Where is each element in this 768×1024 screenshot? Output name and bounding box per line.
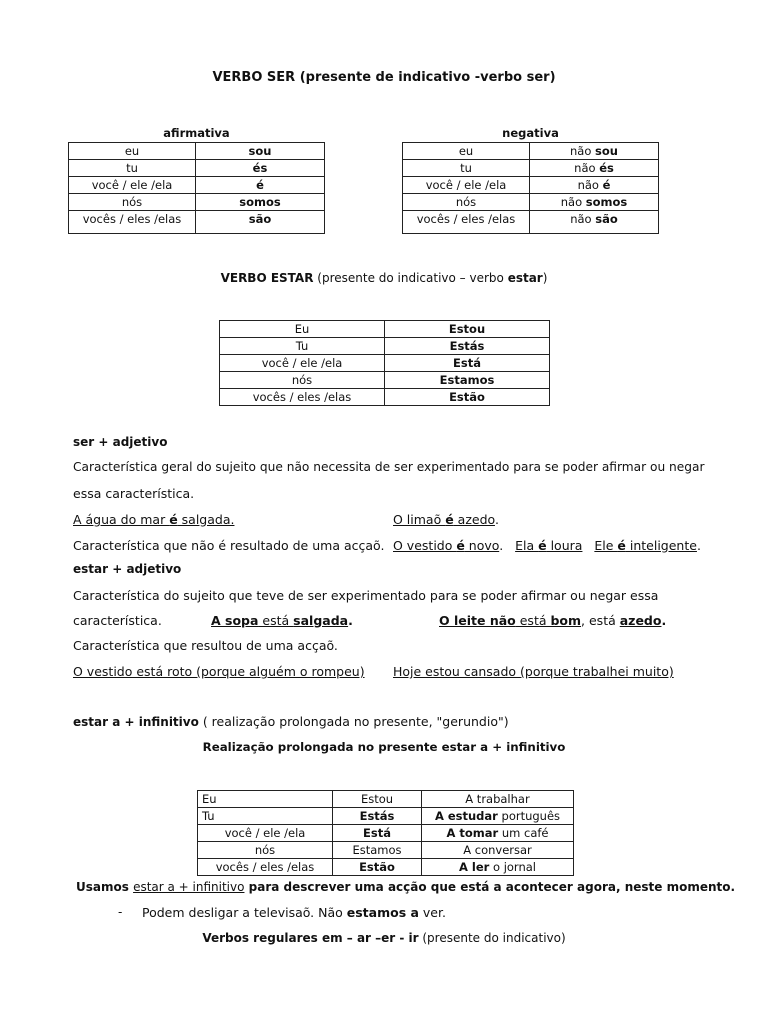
negation-word: não xyxy=(570,144,596,158)
usamos-end: para descrever uma acção que está a acontecer agora, neste momento. xyxy=(244,880,736,894)
table-row xyxy=(198,842,574,859)
table-row xyxy=(69,160,325,177)
bullet-dash: - xyxy=(118,905,123,919)
bullet-item xyxy=(142,905,446,920)
example-verb: é xyxy=(169,512,178,527)
bullet-text: ver. xyxy=(418,905,446,920)
verb-form: és xyxy=(599,161,614,175)
table-cell: Está xyxy=(385,355,550,372)
estar-example-2 xyxy=(439,613,666,628)
table-cell xyxy=(422,859,574,876)
table-cell: eu xyxy=(69,143,196,160)
example-text: Ele xyxy=(594,538,618,553)
estar-title xyxy=(0,271,768,285)
estar-adjetivo-heading: estar + adjetivo xyxy=(73,562,182,576)
table-row xyxy=(69,211,325,234)
table-cell: nós xyxy=(69,194,196,211)
example-adjective: salgada xyxy=(293,613,349,628)
table-row xyxy=(403,211,659,234)
cell-bold: A tomar xyxy=(446,826,499,840)
example-text: A água do mar xyxy=(73,512,170,527)
table-row xyxy=(198,791,574,808)
spacer: . xyxy=(499,538,512,553)
example-verb: está xyxy=(515,613,551,628)
table-cell: sou xyxy=(196,143,325,160)
table-row xyxy=(403,194,659,211)
negation-word: não xyxy=(570,212,596,226)
table-row xyxy=(198,825,574,842)
table-cell: Eu xyxy=(220,321,385,338)
example-text: inteligente xyxy=(625,538,697,553)
ser-example-2 xyxy=(393,512,499,527)
ser-adjetivo-heading: ser + adjetivo xyxy=(73,435,168,449)
negativa-header: negativa xyxy=(502,126,559,140)
table-cell xyxy=(530,143,659,160)
table-cell: Está xyxy=(333,825,422,842)
cell-text: o jornal xyxy=(489,860,536,874)
table-row xyxy=(220,389,550,406)
example-underlined xyxy=(393,538,499,553)
estar-adjetivo-line2: característica. xyxy=(73,613,162,628)
estar-title-close: ) xyxy=(542,271,548,285)
gerundio-subtitle: Realização prolongada no presente estar a + infinitivo xyxy=(202,740,566,754)
estar-title-verb: estar xyxy=(507,271,543,285)
example-adjective: azedo xyxy=(619,613,662,628)
estar-example-1 xyxy=(211,613,353,628)
table-cell: vocês / eles /elas xyxy=(403,211,530,234)
ser-negativa-table xyxy=(402,142,659,234)
estar-adjetivo-line3: Característica que resultou de uma acçaõ. xyxy=(73,638,338,653)
table-row xyxy=(403,143,659,160)
table-cell: Estou xyxy=(385,321,550,338)
example-verb: é xyxy=(617,538,626,553)
example-underlined xyxy=(594,538,697,553)
gerundio-heading xyxy=(73,714,509,729)
verb-form: somos xyxy=(585,195,628,209)
example-text: salgada. xyxy=(177,512,235,527)
ser-example-1 xyxy=(73,512,234,527)
table-cell: somos xyxy=(196,194,325,211)
table-cell: Estão xyxy=(333,859,422,876)
table-row xyxy=(220,372,550,389)
negation-word: não xyxy=(577,178,603,192)
table-cell xyxy=(530,160,659,177)
verb-form: é xyxy=(602,178,611,192)
example-subject: A sopa xyxy=(211,613,259,628)
example-underlined xyxy=(515,538,582,553)
example-subject: O leite não xyxy=(439,613,516,628)
table-cell: você / ele /ela xyxy=(198,825,333,842)
example-text: , está xyxy=(581,613,620,628)
table-cell: Estou xyxy=(333,791,422,808)
table-cell: és xyxy=(196,160,325,177)
table-row xyxy=(198,859,574,876)
cell-bold: A estudar xyxy=(434,809,498,823)
verb-form: sou xyxy=(595,144,618,158)
example-text: novo xyxy=(464,538,500,553)
ser-example-3 xyxy=(393,538,701,553)
bullet-bold: estamos a xyxy=(346,905,419,920)
example-text: loura xyxy=(546,538,583,553)
table-cell xyxy=(530,211,659,234)
gerundio-note: ( realização prolongada no presente, "gerundio") xyxy=(198,714,509,729)
ser-adjetivo-line1: Característica geral do sujeito que não necessita de ser experimentado para se poder afirmar ou negar xyxy=(73,460,705,474)
table-cell: são xyxy=(196,211,325,234)
table-row xyxy=(69,194,325,211)
table-row xyxy=(220,321,550,338)
cell-bold: A ler xyxy=(459,860,490,874)
table-cell: Tu xyxy=(220,338,385,355)
table-row xyxy=(69,143,325,160)
verb-form: são xyxy=(595,212,618,226)
table-cell: Estão xyxy=(385,389,550,406)
example-verb: é xyxy=(456,538,465,553)
example-underlined xyxy=(393,512,495,527)
gerundio-table xyxy=(197,790,574,876)
example-verb: está xyxy=(258,613,294,628)
estar-example-4: Hoje estou cansado (porque trabalhei muito) xyxy=(393,664,674,679)
example-verb: é xyxy=(445,512,454,527)
table-cell: Eu xyxy=(198,791,333,808)
usamos-structure: estar a + infinitivo xyxy=(133,880,245,894)
table-cell: Estás xyxy=(333,808,422,825)
cell-text: português xyxy=(497,809,561,823)
estar-table xyxy=(219,320,550,406)
table-cell: A conversar xyxy=(422,842,574,859)
table-cell: vocês / eles /elas xyxy=(198,859,333,876)
table-cell: Tu xyxy=(198,808,333,825)
table-row xyxy=(220,355,550,372)
estar-example-3: O vestido está roto (porque alguém o rompeu) xyxy=(73,664,365,679)
example-punct: . xyxy=(348,613,353,628)
table-cell: você / ele /ela xyxy=(403,177,530,194)
negation-word: não xyxy=(560,195,586,209)
example-text: O vestido xyxy=(393,538,457,553)
negation-word: não xyxy=(574,161,600,175)
table-row xyxy=(403,160,659,177)
table-cell: tu xyxy=(69,160,196,177)
regulares-bold: Verbos regulares em – ar –er - ir xyxy=(202,931,419,945)
estar-title-bold: VERBO ESTAR xyxy=(220,271,314,285)
table-cell xyxy=(422,825,574,842)
gerundio-heading-bold: estar a + infinitivo xyxy=(73,715,199,729)
table-cell: Estás xyxy=(385,338,550,355)
page-title-text: VERBO SER (presente de indicativo -verbo ser) xyxy=(212,70,556,85)
table-row xyxy=(69,177,325,194)
usamos-sentence xyxy=(76,880,735,894)
cell-text: um café xyxy=(498,826,549,840)
table-cell: nós xyxy=(198,842,333,859)
table-row xyxy=(403,177,659,194)
table-row xyxy=(220,338,550,355)
table-cell: você / ele /ela xyxy=(69,177,196,194)
table-cell: A trabalhar xyxy=(422,791,574,808)
bullet-text: Podem desligar a televisaõ. Não xyxy=(142,905,347,920)
example-punct: . xyxy=(661,613,667,628)
table-row xyxy=(198,808,574,825)
table-cell: Estamos xyxy=(333,842,422,859)
afirmativa-header: afirmativa xyxy=(163,126,230,140)
example-punct: . xyxy=(494,512,499,527)
example-underlined xyxy=(439,613,581,628)
example-text: azedo xyxy=(453,512,495,527)
estar-title-text: (presente do indicativo – verbo xyxy=(313,271,508,285)
page-title xyxy=(0,70,768,85)
ser-adjetivo-line3: Característica que não é resultado de uma acçaõ. xyxy=(73,538,385,553)
table-cell xyxy=(422,808,574,825)
example-text: Ela xyxy=(515,538,539,553)
table-cell: tu xyxy=(403,160,530,177)
example-punct: . xyxy=(696,538,701,553)
table-cell: você / ele /ela xyxy=(220,355,385,372)
table-cell: é xyxy=(196,177,325,194)
example-adjective: bom xyxy=(550,613,582,628)
table-cell xyxy=(530,177,659,194)
table-cell: Estamos xyxy=(385,372,550,389)
table-cell: eu xyxy=(403,143,530,160)
usamos-start: Usamos xyxy=(76,880,134,894)
ser-adjetivo-line2: essa característica. xyxy=(73,486,195,501)
ser-afirmativa-table xyxy=(68,142,325,234)
table-cell xyxy=(530,194,659,211)
regulares-title xyxy=(0,931,768,945)
example-underlined xyxy=(211,613,348,628)
table-cell: vocês / eles /elas xyxy=(69,211,196,234)
table-cell: nós xyxy=(220,372,385,389)
example-verb: é xyxy=(538,538,547,553)
table-cell: nós xyxy=(403,194,530,211)
regulares-text: (presente do indicativo) xyxy=(418,931,566,945)
example-text: O limaõ xyxy=(393,512,446,527)
table-cell: vocês / eles /elas xyxy=(220,389,385,406)
estar-adjetivo-line1: Característica do sujeito que teve de ser experimentado para se poder afirmar ou negar essa xyxy=(73,588,659,603)
